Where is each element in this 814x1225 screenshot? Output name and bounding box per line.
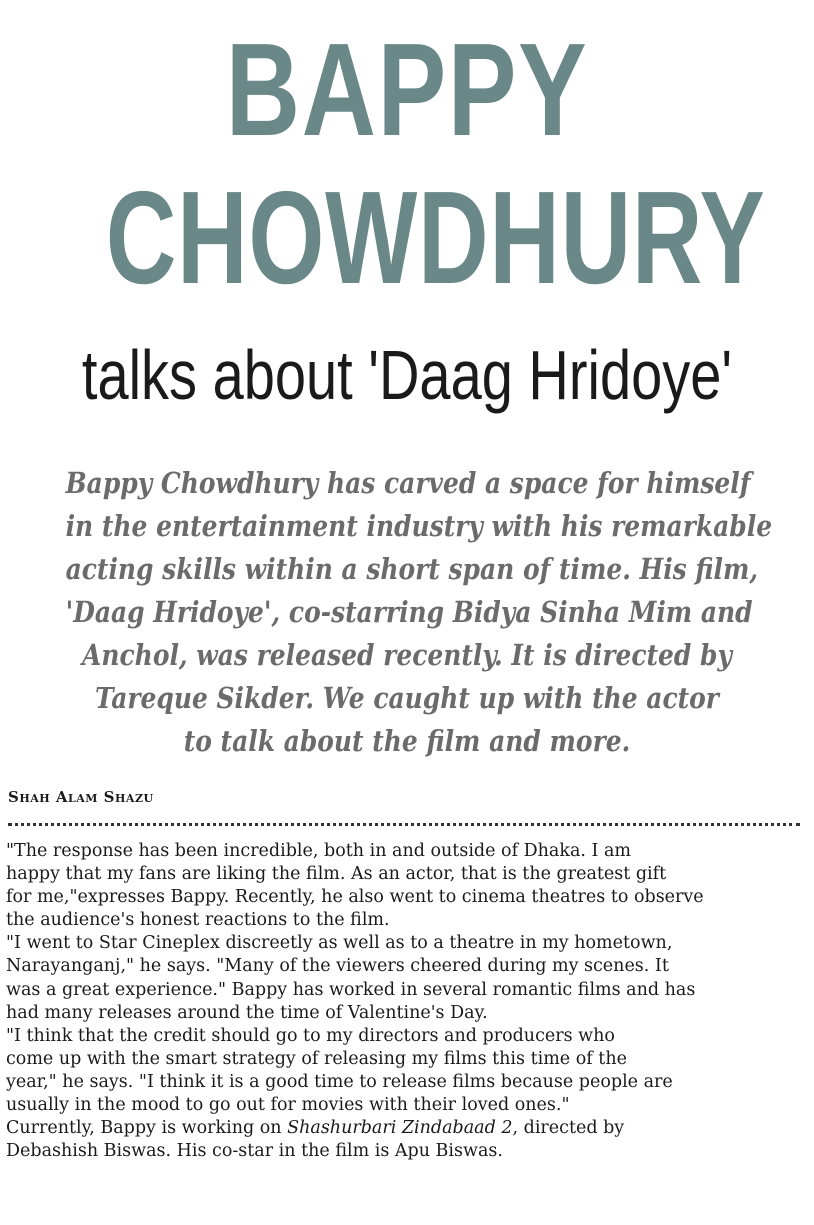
intro-line: Anchol, was released recently. It is directed by (82, 638, 732, 672)
body-line-prefix: Currently, Bappy is working on (6, 1118, 288, 1139)
article-body (6, 840, 806, 1163)
body-line: happy that my fans are liking the film. As an actor, that is the greatest gift (6, 864, 667, 885)
body-line: was a great experience." Bappy has worked in several romantic films and has (6, 979, 696, 1000)
body-line: the audience's honest reactions to the film. (6, 910, 390, 931)
intro-line: to talk about the film and more. (183, 724, 631, 758)
headline-subtitle: talks about 'Daag Hridoye' (81, 336, 733, 414)
body-line: "I went to Star Cineplex discreetly as well as to a theatre in my hometown, (6, 933, 673, 954)
body-line: Narayanganj," he says. "Many of the viewers cheered during my scenes. It (6, 956, 669, 977)
author-byline: Shah Alam Shazu (8, 788, 154, 806)
body-line: "I think that the credit should go to my directors and producers who (6, 1025, 615, 1046)
body-line: for me,"expresses Bappy. Recently, he also went to cinema theatres to observe (6, 887, 704, 908)
dotted-divider (8, 823, 800, 826)
intro-line: 'Daag Hridoye', co-starring Bidya Sinha Mim and (65, 595, 753, 629)
body-line: usually in the mood to go out for movies with their loved ones." (6, 1095, 570, 1116)
body-line: year," he says. "I think it is a good time to release films because people are (6, 1071, 673, 1092)
intro-line: Tareque Sikder. We caught up with the actor (95, 681, 719, 715)
body-line-film-mention (6, 1117, 806, 1140)
body-line-suffix: , directed by (512, 1118, 625, 1139)
film-title: Shashurbari Zindabaad 2 (287, 1118, 513, 1139)
body-line: had many releases around the time of Valentine's Day. (6, 1002, 488, 1023)
intro-line: in the entertainment industry with his remarkable (65, 509, 773, 543)
intro-line: Bappy Chowdhury has carved a space for himself (65, 466, 751, 500)
headline-line-2: CHOWDHURY (105, 164, 766, 311)
intro-paragraph (10, 462, 804, 763)
body-line: Debashish Biswas. His co-star in the film is Apu Biswas. (6, 1141, 503, 1162)
intro-line: acting skills within a short span of time. His film, (65, 552, 759, 586)
headline-line-1: BAPPY (225, 16, 589, 163)
body-line: "The response has been incredible, both in and outside of Dhaka. I am (6, 841, 632, 861)
body-line: come up with the smart strategy of releasing my films this time of the (6, 1048, 627, 1069)
